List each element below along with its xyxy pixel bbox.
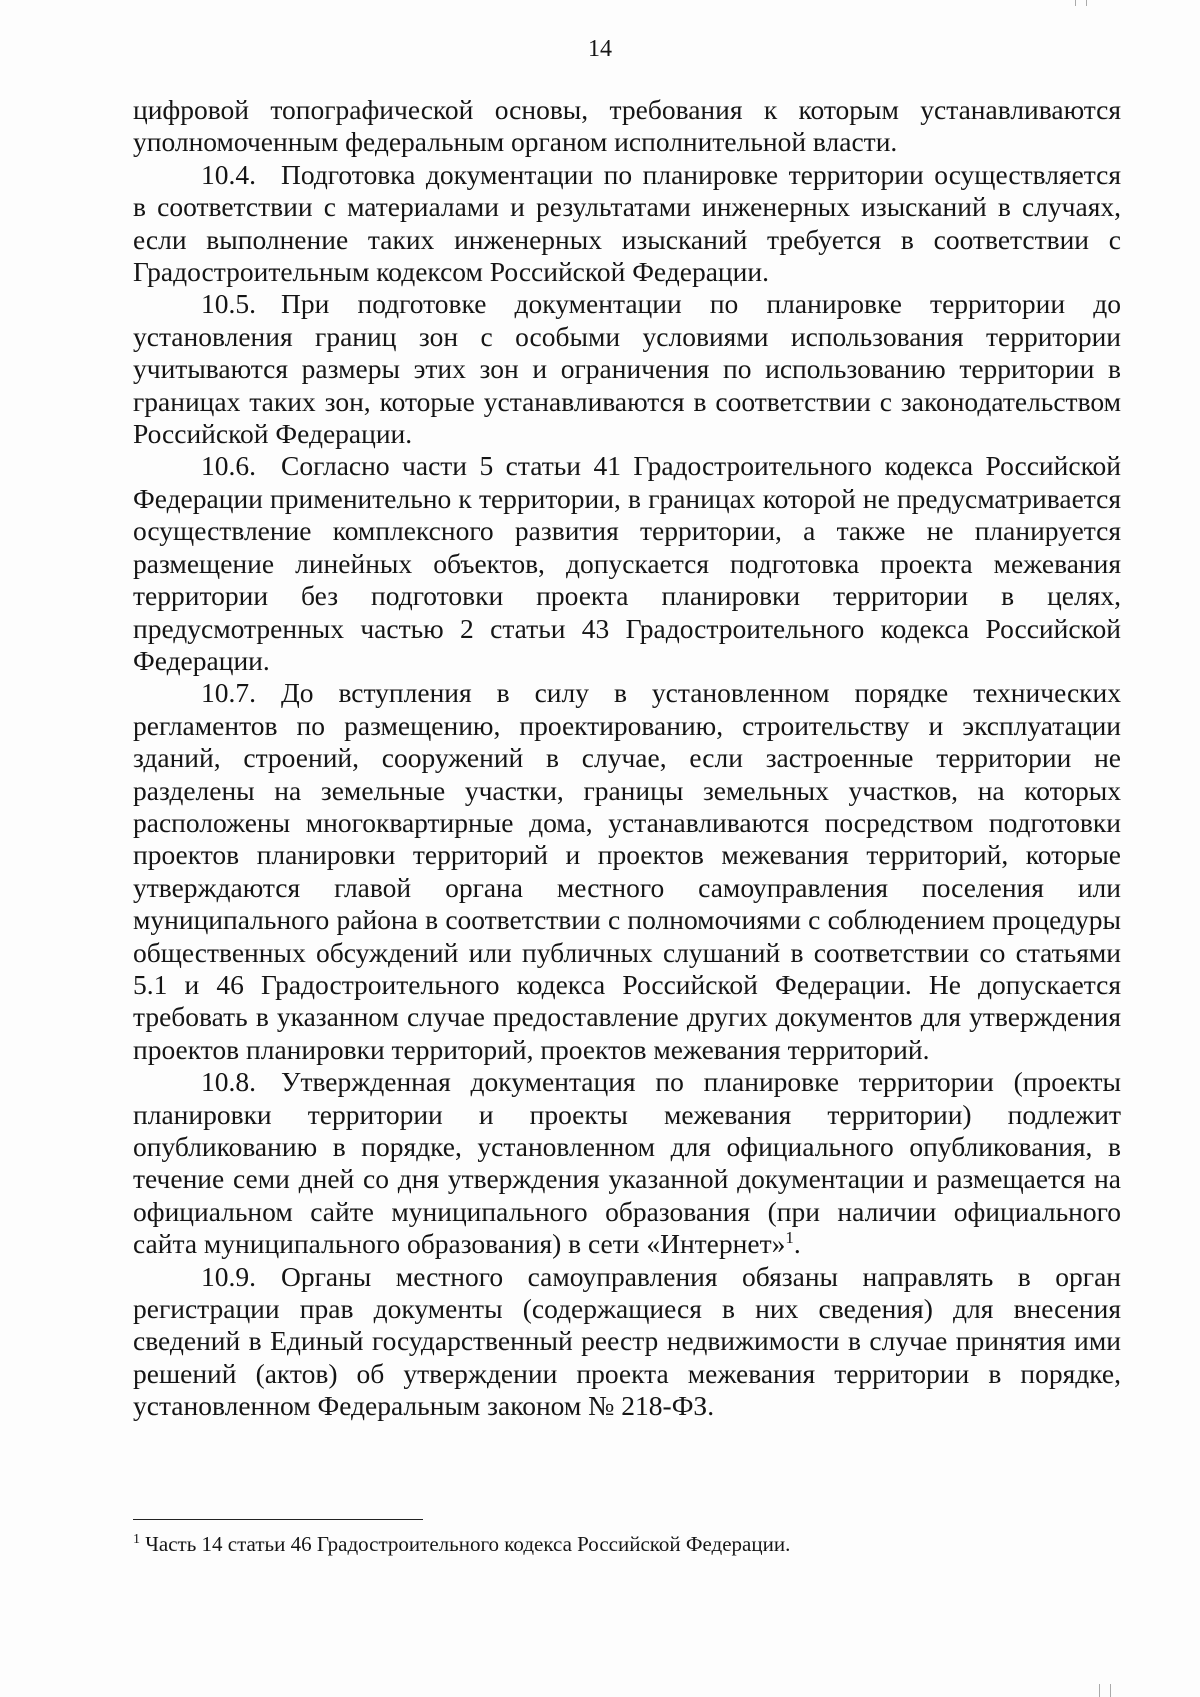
paragraph-10-5 [133,288,1121,450]
paragraph-text: До вступления в силу в установленном порядке технических регламентов по размещению, проектированию, строительству и эксплуатации зданий, строений, сооружений в случае, если застроенные территории не разделены на земельные участки, границы земельных участков, на которых расположены многоквартирные дома, устанавливаются посредством подготовки проектов планировки территорий и проектов межевания территорий, которые утверждаются главой органа местного самоуправления поселения или муниципального района в соответствии с полномочиями с соблюдением процедуры общественных обсуждений или публичных слушаний в соответствии со статьями 5.1 и 46 Градостроительного кодекса Российской Федерации. Не допускается требовать в указанном случае предоставление других документов для утверждения проектов планировки территорий, проектов межевания территорий. [133,677,1121,1065]
footnote-text: Часть 14 статьи 46 Градостроительного кодекса Российской Федерации. [145,1532,791,1556]
paragraph-tail: . [793,1228,801,1260]
paragraph-number: 10.6. [201,450,256,482]
continuation-paragraph: цифровой топографической основы, требования к которым устанавливаются уполномоченным федеральным органом исполнительной власти. [133,94,1121,158]
footnote [133,1530,1123,1558]
paragraph-number: 10.5. [201,288,256,320]
scan-artifact [1086,0,1087,6]
page-number: 14 [588,36,612,62]
paragraph-text: При подготовке документации по планировке территории до установления границ зон с особыми условиями использования территории учитываются размеры этих зон и ограничения по использованию территории в границах таких зон, которые устанавливаются в соответствии с законодательством Российской Федерации. [133,288,1121,450]
paragraph-10-7 [133,677,1121,1066]
paragraph-number: 10.8. [201,1066,256,1098]
paragraph-number: 10.7. [201,677,256,709]
scan-artifact [1099,1684,1100,1697]
document-body [133,94,1121,1423]
paragraph-text: Органы местного самоуправления обязаны направлять в орган регистрации прав документы (содержащиеся в них сведения) для внесения сведений в Единый государственный реестр недвижимости в случае принятия ими решений (актов) об утверждении проекта межевания территории в порядке, установленном Федеральным законом № 218-ФЗ. [133,1260,1121,1422]
paragraph-number: 10.4. [201,158,256,190]
scan-artifact [1075,0,1076,6]
paragraph-text: Согласно части 5 статьи 41 Градостроительного кодекса Российской Федерации применительно к территории, в границах которой не предусматривается осуществление комплексного развития территории, а также не планируется размещение линейных объектов, допускается подготовка проекта межевания территории без подготовки проекта планировки территории в целях, предусмотренных частью 2 статьи 43 Градостроительного кодекса Российской Федерации. [133,450,1121,676]
footnote-reference[interactable]: 1 [785,1228,794,1248]
paragraph-10-4 [133,159,1121,289]
paragraph-10-6 [133,450,1121,677]
footnote-mark: 1 [133,1532,140,1547]
paragraph-number: 10.9. [201,1260,256,1292]
scan-artifact [1110,1684,1111,1697]
paragraph-10-9 [133,1261,1121,1423]
paragraph-10-8 [133,1066,1121,1260]
footnote-divider [133,1519,423,1520]
paragraph-text: Утвержденная документация по планировке территории (проекты планировки территории и проекты межевания территории) подлежит опубликованию в порядке, установленном для официального опубликования, в течение семи дней со дня утверждения указанной документации и размещается на официальном сайте муниципального образования (при наличии официального сайта муниципального образования) в сети «Интернет» [133,1066,1121,1260]
paragraph-text: Подготовка документации по планировке территории осуществляется в соответствии с материалами и результатами инженерных изысканий в случаях, если выполнение таких инженерных изысканий требуется в соответствии с Градостроительным кодексом Российской Федерации. [133,158,1121,288]
